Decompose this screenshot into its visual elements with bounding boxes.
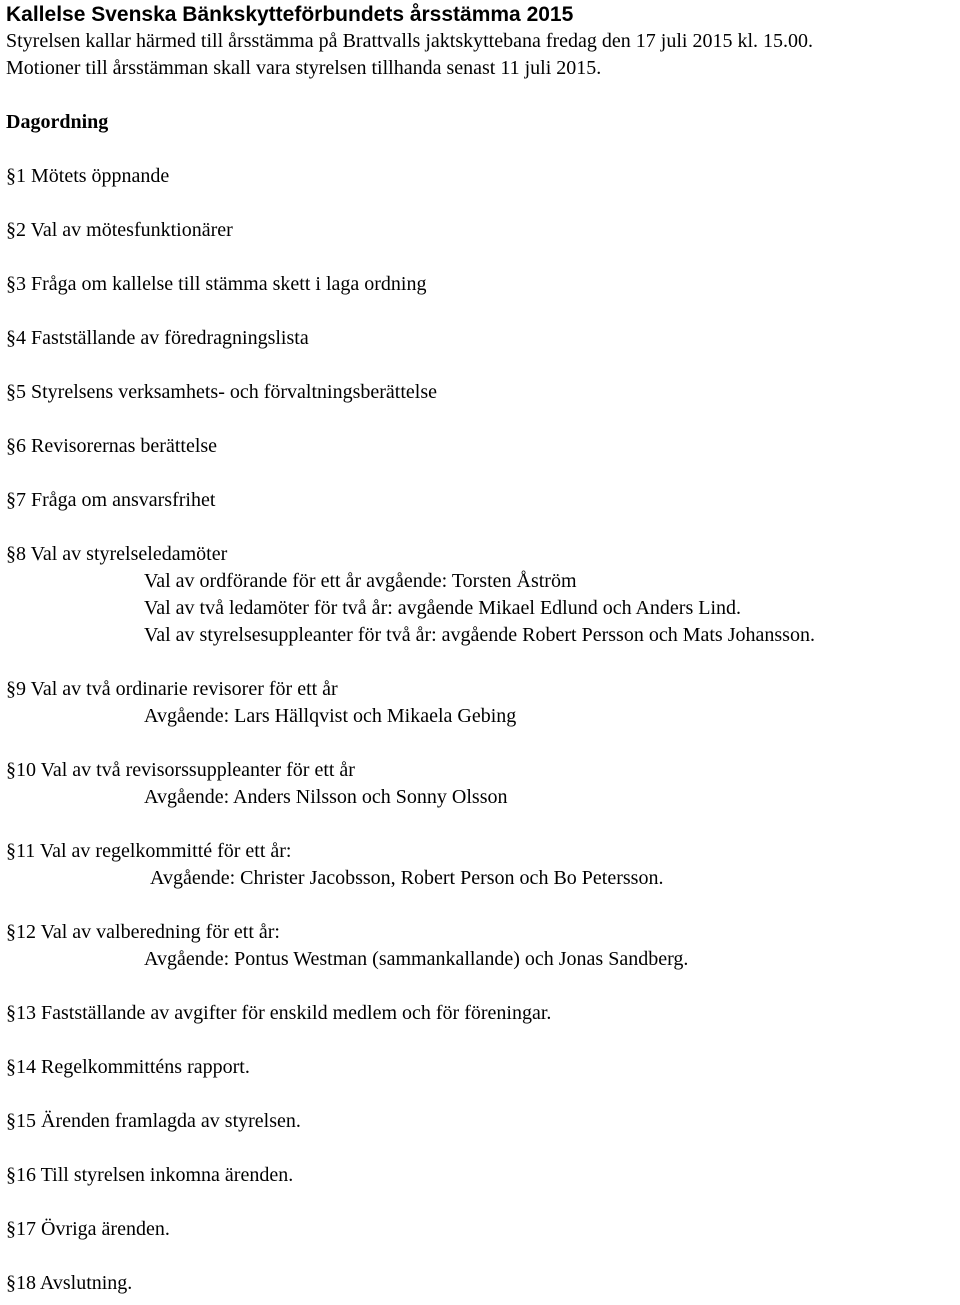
agenda-item xyxy=(6,1162,956,1189)
document-title: Kallelse Svenska Bänkskytteförbundets årsstämma 2015 xyxy=(6,3,574,26)
agenda-item xyxy=(6,433,956,460)
intro-line: Styrelsen kallar härmed till årsstämma på Brattvalls jaktskyttebana fredag den 17 juli 2015 kl. 15.00. xyxy=(6,30,814,52)
agenda-item xyxy=(6,1054,956,1081)
agenda-item-text: §17 Övriga ärenden. xyxy=(6,1218,170,1240)
agenda-item xyxy=(6,541,956,649)
agenda-item-text: §7 Fråga om ansvarsfrihet xyxy=(6,489,216,511)
agenda-item-text: §2 Val av mötesfunktionärer xyxy=(6,219,233,241)
agenda-item xyxy=(6,217,956,244)
agenda-item-text: §14 Regelkommitténs rapport. xyxy=(6,1056,250,1078)
agenda-item-text: §11 Val av regelkommitté för ett år: xyxy=(6,840,292,862)
agenda-item xyxy=(6,838,956,892)
agenda-item-text: §9 Val av två ordinarie revisorer för ett år xyxy=(6,678,338,700)
agenda-item-text: §10 Val av två revisorssuppleanter för ett år xyxy=(6,759,355,781)
agenda-item-text: §18 Avslutning. xyxy=(6,1272,133,1294)
agenda-sub-line: Val av ordförande för ett år avgående: Torsten Åström xyxy=(144,570,577,592)
agenda-item xyxy=(6,1108,956,1135)
agenda-item xyxy=(6,757,956,811)
agenda-item xyxy=(6,325,956,352)
agenda-heading: Dagordning xyxy=(6,111,109,133)
agenda-item xyxy=(6,919,956,973)
agenda-item-text: §5 Styrelsens verksamhets- och förvaltningsberättelse xyxy=(6,381,437,403)
intro xyxy=(6,28,956,82)
intro-line: Motioner till årsstämman skall vara styrelsen tillhanda senast 11 juli 2015. xyxy=(6,57,602,79)
agenda-item xyxy=(6,1270,956,1297)
agenda-item-text: §6 Revisorernas berättelse xyxy=(6,435,218,457)
agenda-item xyxy=(6,676,956,730)
agenda-sub-line: Avgående: Pontus Westman (sammankallande) och Jonas Sandberg. xyxy=(144,948,689,970)
document xyxy=(6,0,956,1297)
agenda-item-text: §3 Fråga om kallelse till stämma skett i laga ordning xyxy=(6,273,427,295)
agenda-item xyxy=(6,1000,956,1027)
agenda-item-text: §15 Ärenden framlagda av styrelsen. xyxy=(6,1110,301,1132)
agenda-sub-line: Avgående: Anders Nilsson och Sonny Olsson xyxy=(144,786,508,808)
agenda-sub-line: Avgående: Christer Jacobsson, Robert Person och Bo Petersson. xyxy=(150,867,664,889)
agenda-item-text: §13 Fastställande av avgifter för enskild medlem och för föreningar. xyxy=(6,1002,552,1024)
agenda-item xyxy=(6,271,956,298)
agenda-sub-line: Val av två ledamöter för två år: avgående Mikael Edlund och Anders Lind. xyxy=(144,597,742,619)
agenda-item-text: §16 Till styrelsen inkomna ärenden. xyxy=(6,1164,294,1186)
agenda-sub-line: Val av styrelsesuppleanter för två år: avgående Robert Persson och Mats Johansson. xyxy=(144,624,815,646)
agenda-item-text: §4 Fastställande av föredragningslista xyxy=(6,327,309,349)
agenda-list xyxy=(6,163,956,1297)
agenda-item-text: §8 Val av styrelseledamöter xyxy=(6,543,228,565)
agenda-item-text: §12 Val av valberedning för ett år: xyxy=(6,921,280,943)
agenda-sub-line: Avgående: Lars Hällqvist och Mikaela Gebing xyxy=(144,705,517,727)
agenda-item-text: §1 Mötets öppnande xyxy=(6,165,170,187)
agenda-item xyxy=(6,1216,956,1243)
agenda-item xyxy=(6,487,956,514)
agenda-item xyxy=(6,163,956,190)
agenda-item xyxy=(6,379,956,406)
